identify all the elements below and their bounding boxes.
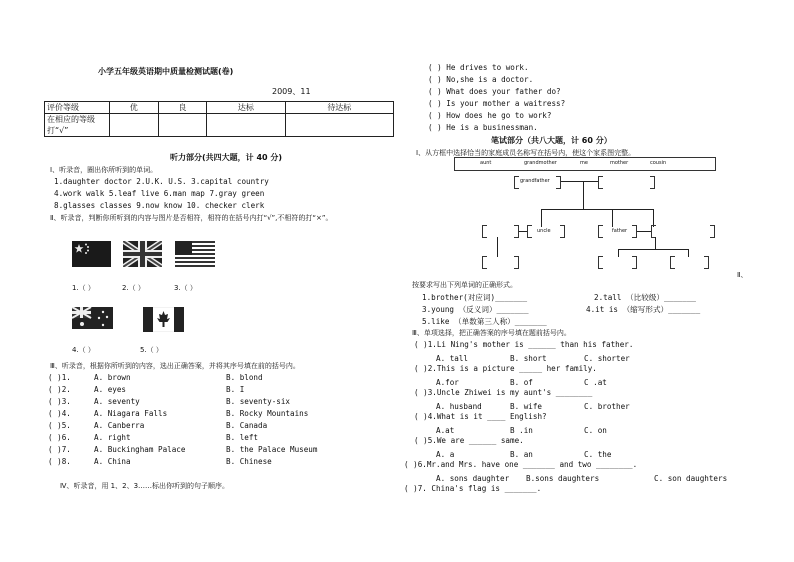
picture-answer-5[interactable]: 5.（ ） [140, 346, 163, 354]
ordering-sentence[interactable]: ( ) How does he go to work? [428, 111, 552, 120]
mc-question[interactable]: ( )2.This is a picture _____ her family. [414, 364, 597, 373]
exam-title: 小学五年级英语期中质量检测试题(卷) [98, 67, 234, 76]
q3-option-b: B. Chinese [226, 457, 272, 466]
tree-label-uncle: uncle [537, 228, 551, 234]
tree-connector [519, 231, 527, 232]
usa-flag-image [175, 241, 215, 267]
writing-q2-title: 按要求写出下列单词的正确形式。 [412, 281, 517, 289]
q3-option-b: B. Rocky Mountains [226, 409, 309, 418]
tree-connector [612, 209, 613, 227]
listening-q2-title: Ⅱ、听录音，判断你所听到的内容与图片是否相符，相符的在括号内打“√”,不相符的打“×”。 [50, 214, 333, 222]
q3-option-b: B. I [226, 385, 245, 394]
picture-answer-3[interactable]: 3.（ ） [174, 284, 197, 292]
picture-answer-4[interactable]: 4.（ ） [72, 346, 95, 354]
tree-bracket [598, 225, 603, 238]
tree-answer-slot[interactable] [598, 256, 603, 269]
q3-item-number[interactable]: ( )6. [48, 433, 71, 442]
picture-answer-1[interactable]: 1.（ ） [72, 284, 95, 292]
tree-connector [618, 249, 619, 257]
q3-option-b: B. seventy-six [226, 397, 291, 406]
writing-q2-marker: Ⅱ、 [737, 271, 748, 279]
q3-option-a: A. Niagara Falls [94, 409, 168, 418]
q3-option-a: A. right [94, 433, 131, 442]
q3-item-number[interactable]: ( )5. [48, 421, 71, 430]
mc-question[interactable]: ( )5.We are ______ same. [414, 436, 524, 445]
china-flag-image [72, 241, 111, 267]
word-bank-item: cousin [650, 160, 667, 166]
q3-item-number[interactable]: ( )3. [48, 397, 71, 406]
grade-header-cell: 良 [158, 102, 207, 114]
q3-option-a: A. brown [94, 373, 131, 382]
grade-mark-row [45, 114, 394, 137]
tree-connector [655, 237, 656, 249]
word-form-item-3[interactable]: 3.young （反义词）_______ [422, 305, 529, 314]
grade-mark-cell[interactable] [110, 114, 159, 137]
australia-flag-image [72, 307, 113, 329]
tree-bracket [556, 176, 561, 189]
q3-option-a: A. China [94, 457, 131, 466]
listening-q1-line: 1.daughter doctor 2.U.K. U.S. 3.capital country [54, 177, 269, 186]
mc-question[interactable]: ( )7. China's flag is _______. [404, 484, 542, 493]
grade-header-cell: 评价等级 [45, 102, 110, 114]
word-form-item-1[interactable]: 1.brother(对应词)_______ [422, 293, 528, 302]
listening-q3-title: Ⅲ、听录音，根据你所听到的内容，选出正确答案，并将其序号填在前的括号内。 [50, 362, 300, 370]
mc-option[interactable]: A.for [436, 378, 459, 387]
word-bank-item: mother [610, 160, 629, 166]
ordering-sentence[interactable]: ( ) No,she is a doctor. [428, 75, 534, 84]
q3-option-a: A. Buckingham Palace [94, 445, 186, 454]
writing-heading: 笔试部分（共八大题，计 60 分） [491, 136, 612, 145]
mc-option[interactable]: B. wife [510, 402, 543, 411]
tree-connector [541, 209, 542, 227]
tree-bracket [514, 176, 519, 189]
tree-connector [688, 249, 689, 257]
tree-answer-slot[interactable] [670, 256, 675, 269]
tree-label-grandfather: grandfather [520, 178, 550, 184]
q3-option-b: B. left [226, 433, 259, 442]
word-form-item-4[interactable]: 4.it is （缩写形式）_______ [586, 305, 701, 314]
mc-option[interactable]: C. brother [584, 402, 630, 411]
mc-option[interactable]: B. an [510, 450, 533, 459]
listening-q1-line: 8.glasses classes 9.now know 10. checker clerk [54, 201, 265, 210]
tree-connector [561, 181, 583, 182]
q3-item-number[interactable]: ( )7. [48, 445, 71, 454]
q3-item-number[interactable]: ( )8. [48, 457, 71, 466]
tree-connector [497, 237, 498, 257]
tree-connector [618, 249, 688, 250]
q3-option-a: A. seventy [94, 397, 140, 406]
canada-flag-image [143, 307, 184, 332]
grade-mark-label [45, 114, 110, 137]
grade-header-cell: 达标 [207, 102, 285, 114]
q3-option-b: B. the Palace Museum [226, 445, 318, 454]
q3-item-number[interactable]: ( )4. [48, 409, 71, 418]
mc-option[interactable]: B .in [510, 426, 533, 435]
tree-bracket [560, 225, 565, 238]
mc-question[interactable]: ( )1.Li Ning's mother is ______ than his father. [414, 340, 634, 349]
mc-option[interactable]: A. sons daughter [436, 474, 510, 483]
tree-answer-slot[interactable] [650, 176, 655, 189]
grade-mark-cell[interactable] [158, 114, 207, 137]
grade-mark-cell[interactable] [285, 114, 393, 137]
mc-option[interactable]: C. on [584, 426, 607, 435]
ordering-sentence[interactable]: ( ) Is your mother a waitress? [428, 99, 566, 108]
mc-question[interactable]: ( )6.Mr.and Mrs. have one _______ and two ________. [404, 460, 638, 469]
tree-connector [583, 181, 584, 209]
mc-option[interactable]: A. husband [436, 402, 482, 411]
tree-answer-slot[interactable] [482, 256, 487, 269]
ordering-sentence[interactable]: ( ) He is a businessman. [428, 123, 538, 132]
tree-answer-slot[interactable] [704, 256, 709, 269]
tree-connector [637, 231, 651, 232]
ordering-sentence[interactable]: ( ) He drives to work. [428, 63, 529, 72]
mc-option[interactable]: A. tall [436, 354, 469, 363]
grade-mark-label-line1: 在相应的等级 [47, 115, 95, 124]
mc-option[interactable]: B. of [510, 378, 533, 387]
tree-answer-slot[interactable] [514, 256, 519, 269]
tree-answer-slot[interactable] [482, 225, 487, 238]
mc-option[interactable]: B.sons daughters [526, 474, 600, 483]
writing-q1-title: Ⅰ、从方框中选择恰当的家庭成员名称写在括号内，使这个家系图完整。 [416, 149, 636, 157]
word-form-item-2[interactable]: 2.tall （比较级）_______ [594, 293, 696, 302]
picture-answer-2[interactable]: 2.（ ） [122, 284, 145, 292]
mc-option[interactable]: C. son daughters [654, 474, 728, 483]
word-form-item-5[interactable]: 5.like （单数第三人称）_______ [422, 317, 547, 326]
grade-mark-cell[interactable] [207, 114, 285, 137]
grade-header-row [45, 102, 394, 114]
tree-answer-slot[interactable] [710, 225, 715, 238]
tree-bracket [527, 225, 532, 238]
tree-connector [583, 181, 598, 182]
tree-label-father: father [612, 228, 628, 234]
mc-option[interactable]: A. a [436, 450, 455, 459]
mc-option[interactable]: B. short [510, 354, 547, 363]
mc-option[interactable]: C. the [584, 450, 612, 459]
tree-answer-slot[interactable] [632, 256, 637, 269]
mc-question[interactable]: ( )4.What is it ____ English? [414, 412, 547, 421]
q3-option-b: B. Canada [226, 421, 268, 430]
q3-option-a: A. Canberra [94, 421, 145, 430]
mc-option[interactable]: C. shorter [584, 354, 630, 363]
tree-answer-slot[interactable] [598, 176, 603, 189]
uk-flag-image [123, 241, 162, 267]
writing-q3-title: Ⅲ、单项选择，把正确答案的序号填在题前括号内。 [412, 329, 571, 337]
q3-item-number[interactable]: ( )2. [48, 385, 71, 394]
q3-option-a: A. eyes [94, 385, 127, 394]
listening-q4-title: Ⅳ、听录音，用 1、2、3……标出你听到的句子顺序。 [60, 482, 230, 490]
mc-option[interactable]: C .at [584, 378, 607, 387]
word-bank-item: aunt [480, 160, 492, 166]
ordering-sentence[interactable]: ( ) What does your father do? [428, 87, 561, 96]
word-bank-item: me [580, 160, 588, 166]
grade-header-cell: 待达标 [285, 102, 393, 114]
tree-connector [541, 209, 653, 210]
q3-option-b: B. blond [226, 373, 263, 382]
q3-item-number[interactable]: ( )1. [48, 373, 71, 382]
grade-header-cell: 优 [110, 102, 159, 114]
grade-table [44, 101, 394, 137]
mc-option[interactable]: A.at [436, 426, 455, 435]
listening-q1-title: Ⅰ、听录音，圈出你所听到的单词。 [50, 166, 158, 174]
listening-q1-line: 4.work walk 5.leaf live 6.man map 7.gray green [54, 189, 265, 198]
mc-question[interactable]: ( )3.Uncle Zhiwei is my aunt's ________ [414, 388, 593, 397]
listening-heading: 听力部分(共四大题，计 40 分) [170, 153, 283, 162]
exam-date: 2009、11 [272, 87, 311, 96]
grade-mark-label-line2: 打“√” [47, 126, 69, 135]
word-bank-item: grandmother [524, 160, 557, 166]
